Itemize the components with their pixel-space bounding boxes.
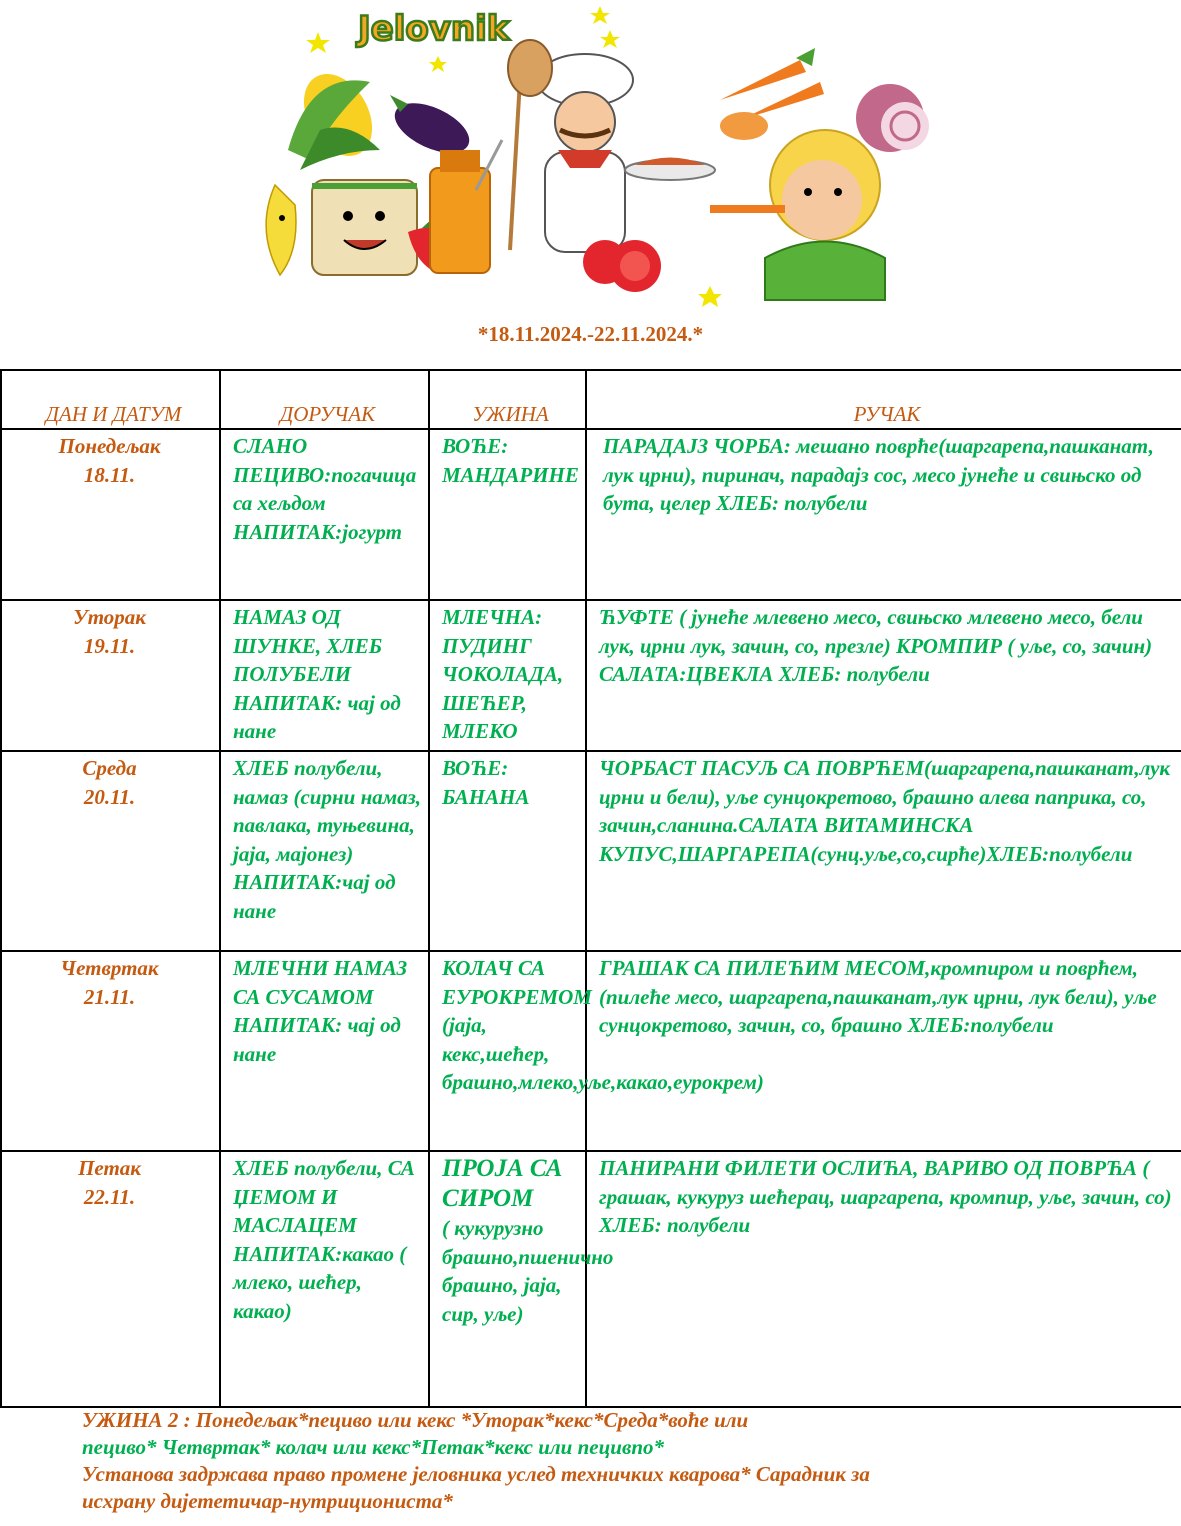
day-date: 21.11. [83,984,136,1009]
day-cell [1,751,220,951]
corn-icon [288,62,386,170]
snack2-line-1: УЖИНА 2 : Понедељак*пециво или кекс *Уторак*кекс*Среда*воће или [82,1408,749,1432]
lunch-cell: ПАРАДАЈЗ ЧОРБА: мешано поврће(шаргарепа,пашканат, лук црни), пиринач, парадајз сос, месо јунеће и свињско од бута, целер ХЛЕБ: полубели [586,429,1181,600]
notice-line-1: Установа задржава право промене јеловника услед техничких кварова* Сарадник за [82,1462,870,1486]
table-row [1,751,1181,951]
lunch-cell: ГРАШАК СА ПИЛЕЋИМ МЕСОМ,кромпиром и поврћем,(пилеће месо, шаргарепа,пашканат,лук црни, лук бели), уље сунцокретово, зачин, со, брашно ХЛЕБ:полубели [586,951,1181,1151]
header-lunch: РУЧАК [586,370,1181,429]
day-name: Среда [82,756,137,780]
header-breakfast: ДОРУЧАК [220,370,429,429]
header-illustration [240,0,940,310]
day-name: Четвртак [60,956,159,980]
day-name: Петак [78,1156,141,1180]
juice-bottle-icon [430,140,502,273]
chef-icon [508,40,715,252]
tomato-icon [583,240,661,292]
day-cell [1,429,220,600]
table-header-row [1,370,1181,429]
notice-note [82,1461,1082,1515]
table-row [1,1151,1181,1407]
table-row [1,951,1181,1151]
day-date: 20.11. [83,784,136,809]
snack-cell: ВОЋЕ: БАНАНА [429,751,586,951]
snack-title: ПРОЈА СА СИРОМ [442,1155,563,1212]
day-name: Уторак [73,605,146,629]
breakfast-cell: ХЛЕБ полубели, СА ЏЕМОМ И МАСЛАЦЕМ НАПИТАК:какао ( млеко, шећер, какао) [220,1151,429,1407]
banana-icon [266,185,296,275]
breakfast-cell: СЛАНО ПЕЦИВО:погачица са хељдом НАПИТАК:јогурт [220,429,429,600]
breakfast-cell: МЛЕЧНИ НАМАЗ СА СУСАМОМ НАПИТАК: чај од нане [220,951,429,1151]
footer-notes [82,1407,1082,1515]
snack2-line-2: пециво* Четвртак* колач или кекс*Петак*кекс или пецивпо* [82,1435,665,1459]
notice-line-2: исхрану дијететичар-нутриционистa* [82,1489,453,1513]
carrot-icon [720,48,824,140]
day-cell [1,600,220,751]
snack-ingredients: ( кукурузно брашно,пшенично брашно, јаја, сир, уље) [442,1216,614,1326]
table-row [1,429,1181,600]
day-date: 19.11. [83,633,136,658]
lunch-cell: ПАНИРАНИ ФИЛЕТИ ОСЛИЋА, ВАРИВО ОД ПОВРЋА ( грашак, кукуруз шећерац, шаргарепа, кромпир, уље, зачин, со) ХЛЕБ: полубели [586,1151,1181,1407]
day-date: 18.11. [83,462,136,487]
header-day-date: ДАН И ДАТУМ [1,370,220,429]
menu-table [0,369,1181,1408]
table-row [1,600,1181,751]
breakfast-cell: НАМАЗ ОД ШУНКЕ, ХЛЕБ ПОЛУБЕЛИ НАПИТАК: чај од нане [220,600,429,751]
onion-icon [856,84,929,152]
logo: Jelovnik [358,9,510,49]
day-date: 22.11. [83,1184,136,1209]
sandwich-icon [312,180,417,275]
snack-cell: МЛЕЧНА: ПУДИНГ ЧОКОЛАДА, ШЕЋЕР, МЛЕКО [429,600,586,751]
day-cell [1,951,220,1151]
snack-cell: КОЛАЧ СА ЕУРОКРЕМОМ (јаја, кекс,шећер, брашно,млеко,уље,какао,еурокрем) [429,951,586,1151]
lunch-cell: ЋУФТЕ ( јунеће млевено месо, свињско млевено месо, бели лук, црни лук, зачин, со, презле) КРОМПИР ( уље, со, зачин) САЛАТА:ЦВЕКЛА ХЛЕБ: полубели [586,600,1181,751]
breakfast-cell: ХЛЕБ полубели, намаз (сирни намаз, павлака, туњевина, јаја, мајонез) НАПИТАК:чај од нане [220,751,429,951]
day-name: Понедељак [58,434,161,458]
menu-period: *18.11.2024.-22.11.2024.* [477,322,704,346]
snack-cell: ВОЋЕ: МАНДАРИНЕ [429,429,586,600]
boy-icon [710,130,885,300]
snack-cell [429,1151,614,1407]
lunch-cell: ЧОРБАСТ ПАСУЉ СА ПОВРЋЕМ(шаргарепа,пашканат,лук црни и бели), уље сунцокретово, брашно алева паприка, со, зачин,сланина.САЛАТА ВИТАМИНСКА КУПУС,ШАРГАРЕПА(сунц.уље,со,сирће)ХЛЕБ:полубели [586,751,1181,951]
header-snack: УЖИНА [429,370,586,429]
snack2-note [82,1407,1082,1461]
day-cell [1,1151,220,1407]
